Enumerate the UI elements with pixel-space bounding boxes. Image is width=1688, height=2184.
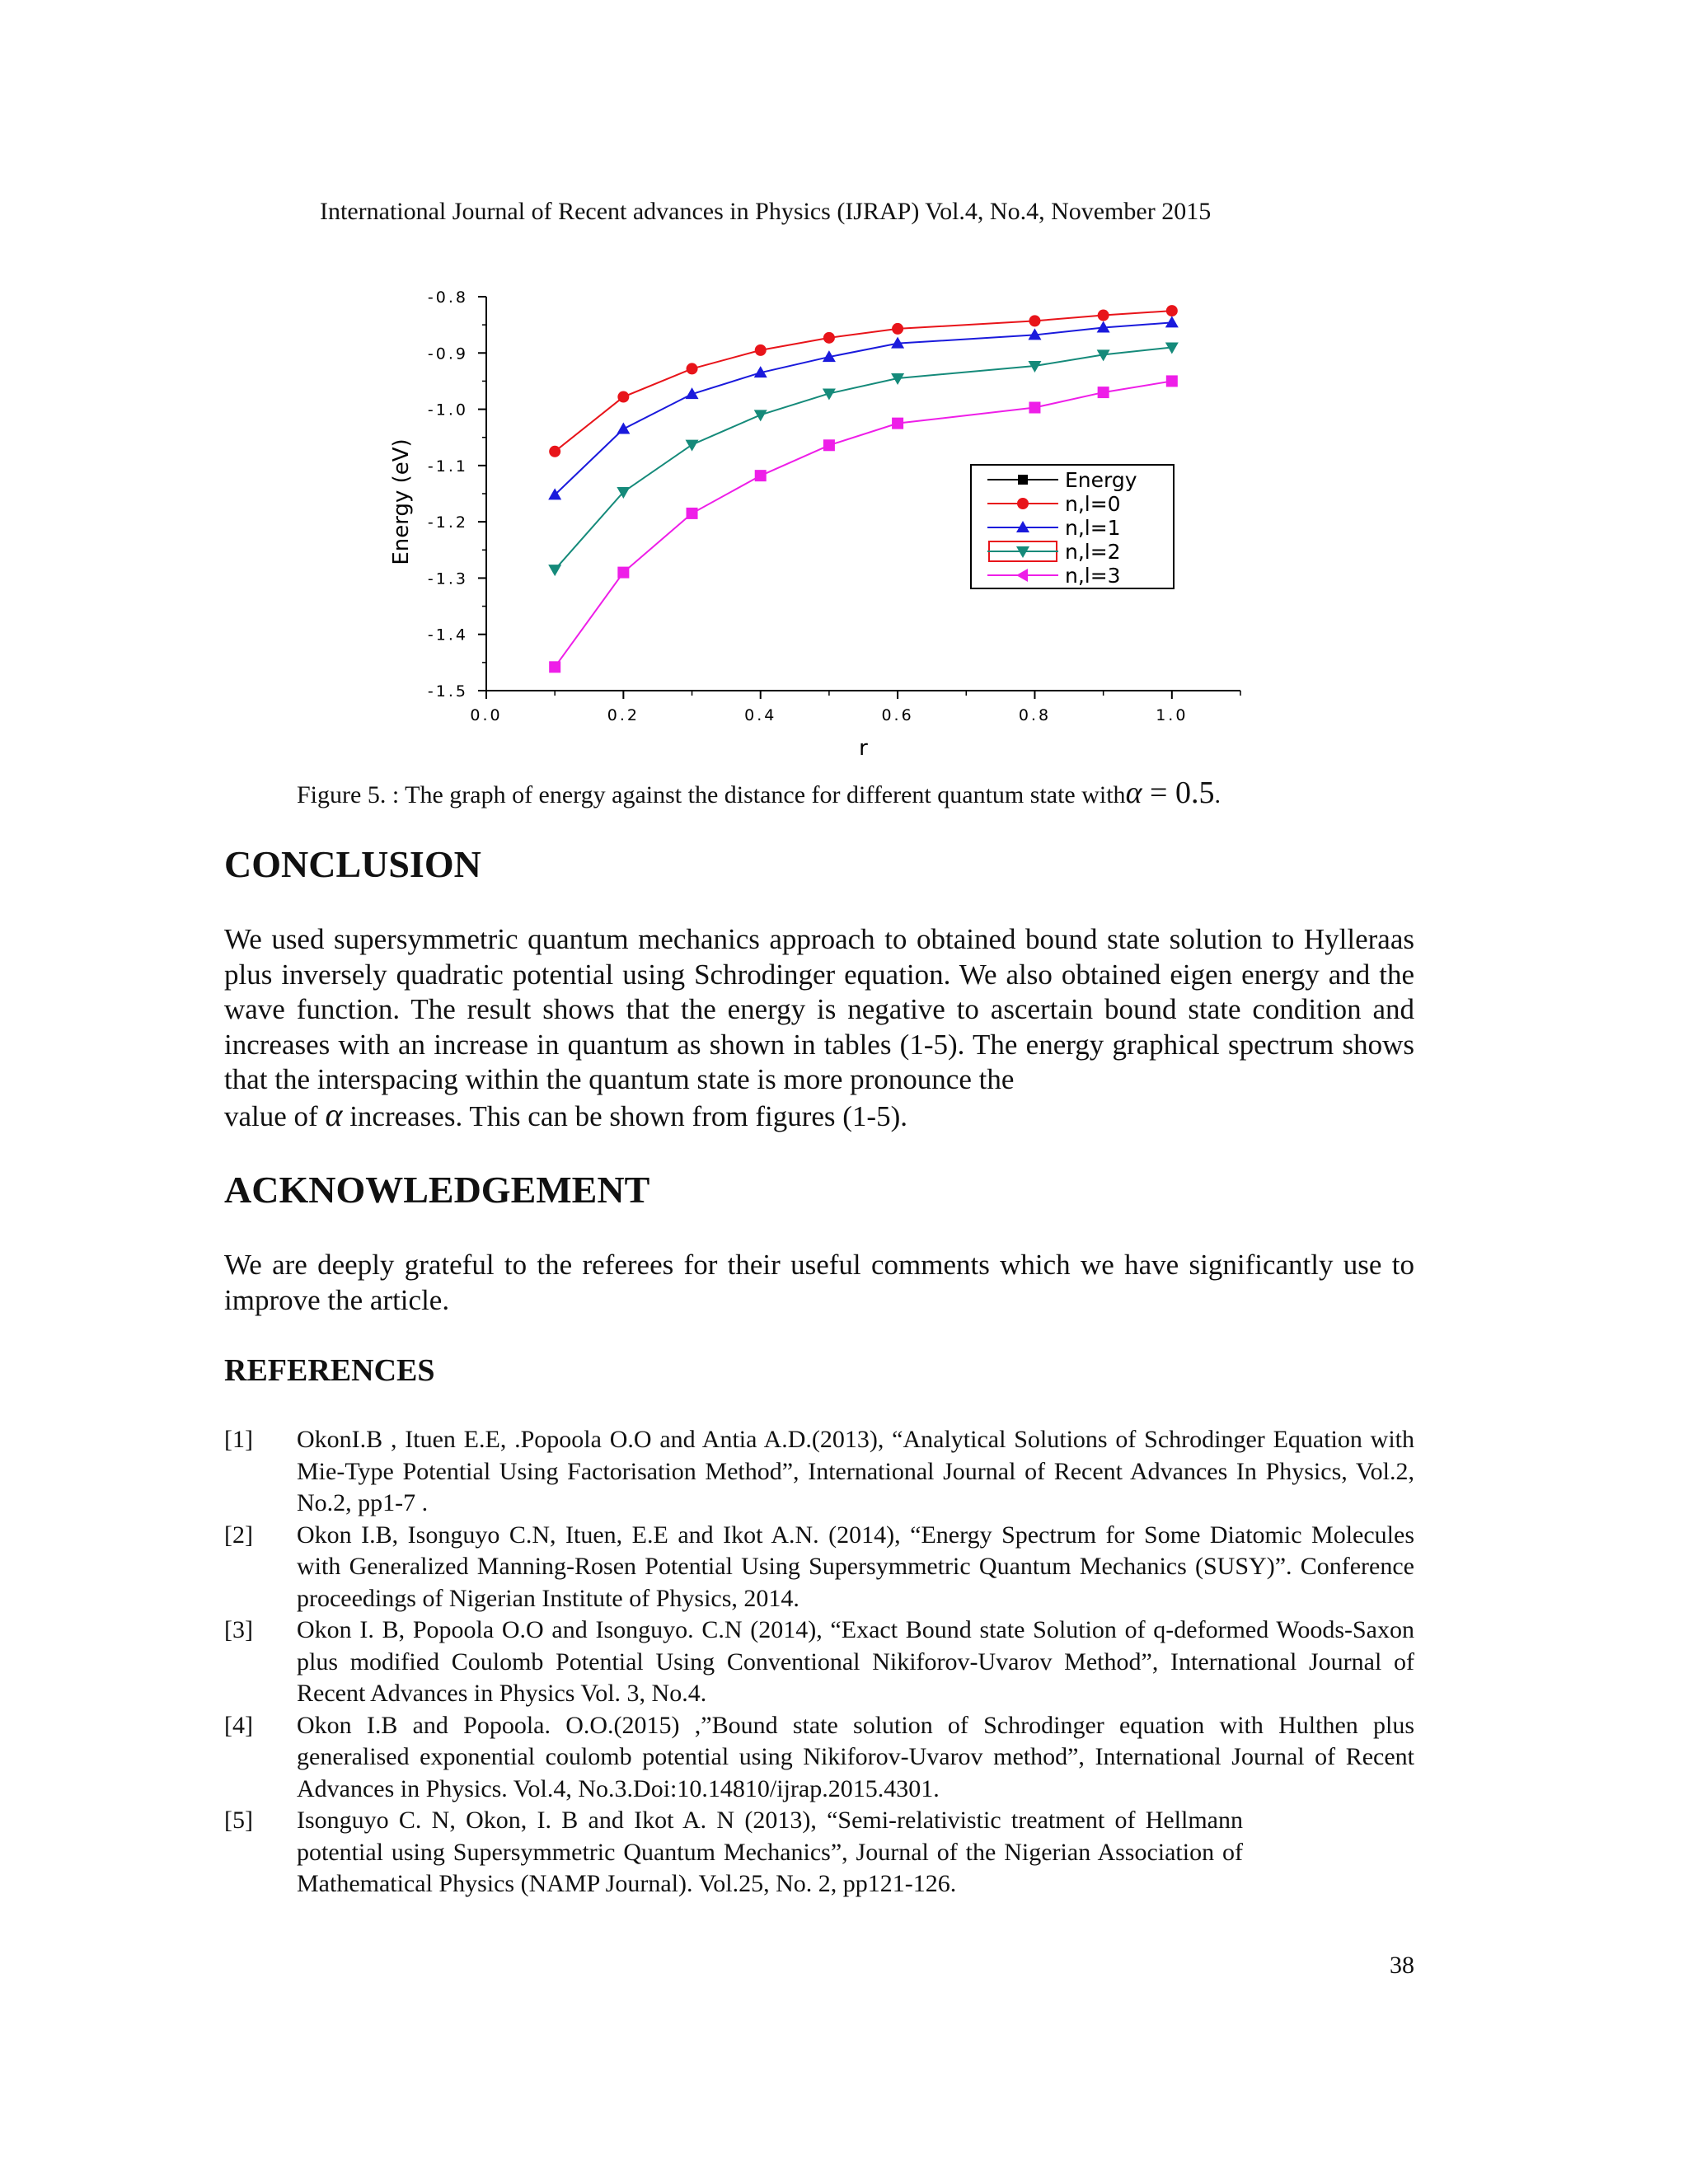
chart-legend <box>971 465 1174 588</box>
legend-marker <box>1018 475 1028 485</box>
data-point <box>755 470 767 481</box>
reference-text: Okon I.B and Popoola. O.O.(2015) ,”Bound state solution of Schrodinger equation with Hulthen plus generalised exponential coulomb potential using Nikiforov-Uvarov method”, International Journal of Recent Advances in Physics. Vol.4, No.3.Doi:10.14810/ijrap.2015.4301. <box>297 1711 1414 1802</box>
y-axis-label: Energy (eV) <box>389 438 414 565</box>
reference-number: [2] <box>224 1521 253 1549</box>
legend-label: n,l=2 <box>1065 540 1121 564</box>
legend-label: n,l=3 <box>1065 564 1121 588</box>
page-number: 38 <box>1390 1952 1414 1979</box>
data-point <box>617 567 629 579</box>
figure-caption <box>297 775 1221 811</box>
reference-item <box>224 1520 1414 1615</box>
data-point <box>1098 387 1109 398</box>
reference-number: [3] <box>224 1616 253 1643</box>
y-tick-label: -0.8 <box>427 288 468 307</box>
reference-number: [1] <box>224 1426 253 1453</box>
reference-item <box>224 1805 1414 1900</box>
data-point <box>1166 305 1178 316</box>
data-point <box>1165 316 1179 327</box>
journal-header: International Journal of Recent advances in Physics (IJRAP) Vol.4, No.4, November 2015 <box>320 198 1212 225</box>
x-tick-label: 0.8 <box>1018 706 1052 724</box>
conclusion-last-line <box>224 1095 1414 1135</box>
data-point <box>892 418 903 429</box>
x-tick-label: 0.2 <box>607 706 640 724</box>
caption-equals: = <box>1142 776 1175 810</box>
y-tick-label: -1.5 <box>427 682 468 701</box>
data-point <box>892 323 903 335</box>
data-point <box>823 332 835 344</box>
conclusion-last-before: value of <box>224 1099 326 1132</box>
x-tick-label: 0.0 <box>470 706 503 724</box>
data-point <box>1029 315 1040 326</box>
y-tick-label: -1.0 <box>427 401 468 419</box>
y-tick-label: -1.2 <box>427 513 468 532</box>
y-tick-label: -1.4 <box>427 626 468 644</box>
acknowledgement-heading: ACKNOWLEDGEMENT <box>224 1169 650 1211</box>
conclusion-body: We used supersymmetric quantum mechanics approach to obtained bound state solution to Hylleraas plus inversely quadratic potential using Schrodinger equation. We also obtained eigen energy and the wave function. The result shows that the energy is negative to ascertain bound state condition and increases with an increase in quantum as shown in tables (1-5). The energy graphical spectrum shows that the interspacing within the quantum state is more pronounce the <box>224 923 1414 1095</box>
data-point <box>686 440 699 452</box>
data-point <box>1098 310 1109 321</box>
acknowledgement-body: We are deeply grateful to the referees for their useful comments which we have significantly use to improve the article. <box>224 1249 1414 1316</box>
data-point <box>548 565 561 576</box>
data-point <box>1166 375 1178 387</box>
x-tick-label: 0.6 <box>881 706 914 724</box>
conclusion-heading: CONCLUSION <box>224 843 481 885</box>
caption-alpha-symbol: α <box>1125 776 1142 810</box>
caption-end: . <box>1214 781 1221 808</box>
reference-item <box>224 1710 1414 1806</box>
legend-label: n,l=0 <box>1065 492 1121 516</box>
x-tick-label: 1.0 <box>1156 706 1189 724</box>
reference-text: Okon I. B, Popoola O.O and Isonguyo. C.N (2014), “Exact Bound state Solution of q-deformed Woods-Saxon plus modified Coulomb Potential Using Conventional Nikiforov-Uvarov Method”, International Journal of Recent Advances in Physics Vol. 3, No.4. <box>297 1616 1414 1707</box>
data-point <box>1029 402 1040 414</box>
data-point <box>823 439 835 451</box>
data-point <box>617 391 629 403</box>
reference-text: OkonI.B , Ituen E.E, .Popoola O.O and Antia A.D.(2013), “Analytical Solutions of Schrodinger Equation with Mie-Type Potential Using Factorisation Method”, International Journal of Recent Advances In Physics, Vol.2, No.2, pp1-7 . <box>297 1426 1414 1516</box>
reference-item <box>224 1424 1414 1520</box>
reference-number: [5] <box>224 1807 253 1834</box>
reference-number: [4] <box>224 1711 253 1739</box>
conclusion-alpha-symbol: α <box>325 1095 343 1133</box>
caption-text: Figure 5. : The graph of energy against the distance for different quantum state with <box>297 781 1126 808</box>
reference-item <box>224 1615 1414 1710</box>
data-point <box>687 363 698 374</box>
x-axis-label: r <box>859 736 868 761</box>
conclusion-paragraph <box>224 922 1414 1134</box>
conclusion-last-after: increases. This can be shown from figures (1-5). <box>342 1099 907 1132</box>
legend-marker <box>1017 498 1029 509</box>
data-point <box>755 344 767 356</box>
y-tick-label: -1.3 <box>427 569 468 588</box>
data-point <box>549 446 560 457</box>
data-point <box>687 508 698 519</box>
reference-text: Isonguyo C. N, Okon, I. B and Ikot A. N (2013), “Semi-relativistic treatment of Hellmann potential using Supersymmetric Quantum Mechanics”, Journal of the Nigerian Association of Mathematical Physics (NAMP Journal). Vol.25, No. 2, pp121-126. <box>297 1807 1243 1897</box>
legend-label: Energy <box>1065 468 1137 492</box>
data-point <box>754 410 767 421</box>
reference-text: Okon I.B, Isonguyo C.N, Ituen, E.E and Ikot A.N. (2014), “Energy Spectrum for Some Diatomic Molecules with Generalized Manning-Rosen Potential Using Supersymmetric Quantum Mechanics (SUSY)”. Conference proceedings of Nigerian Institute of Physics, 2014. <box>297 1521 1414 1612</box>
references-heading: REFERENCES <box>224 1353 435 1388</box>
data-point <box>549 661 560 673</box>
caption-alpha-value: 0.5 <box>1175 776 1215 810</box>
legend-label: n,l=1 <box>1065 516 1121 540</box>
references-list <box>224 1424 1414 1900</box>
x-tick-label: 0.4 <box>744 706 777 724</box>
data-point <box>617 422 630 434</box>
energy-chart <box>354 280 1261 766</box>
series-line <box>555 311 1172 452</box>
y-tick-label: -1.1 <box>427 457 468 476</box>
y-tick-label: -0.9 <box>427 344 468 363</box>
